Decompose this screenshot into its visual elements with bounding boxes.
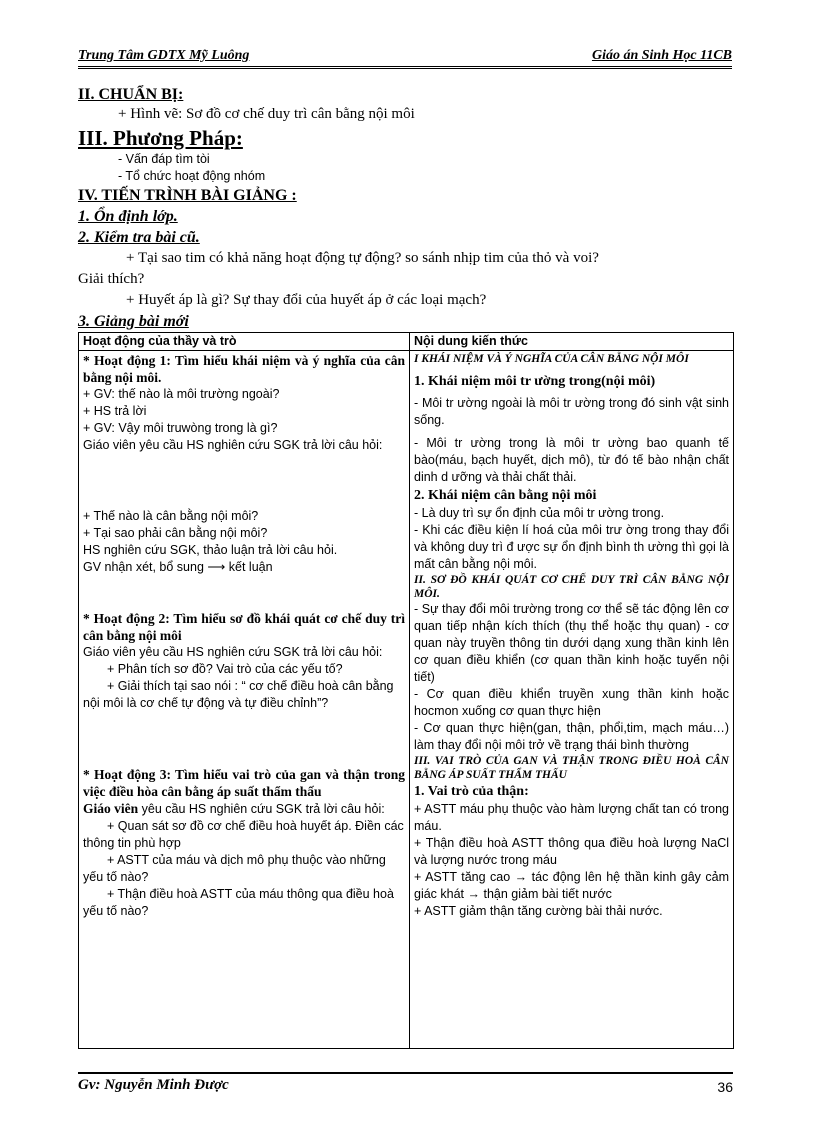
step-1-title: 1. Ổn định lớp. [78, 208, 178, 225]
page-number: 36 [717, 1079, 733, 1095]
content-section-1: I KHÁI NIỆM VÀ Ý NGHĨA CỦA CÂN BẰNG NỘI MÔI [414, 353, 689, 365]
activity-3-title: * Hoạt động 3: Tìm hiểu vai trò của gan và thận trong việc điều hòa cân bằng áp suất thẩm thấu [83, 767, 405, 799]
content-line: + ASTT giảm thận tăng cường bài thải nước. [414, 904, 663, 918]
left-line: + HS trả lời [83, 404, 147, 418]
page-header [78, 48, 732, 69]
header-school: Trung Tâm GDTX Mỹ Luông [78, 48, 250, 63]
content-line: - Cơ quan thực hiện(gan, thận, phổi,tim, mạch máu…) làm thay đổi nội môi trở về trạng thái bình thường [414, 721, 729, 752]
left-line: + GV: thế nào là môi trường ngoài? [83, 387, 280, 401]
review-question-1a: + Tại sao tim có khả năng hoạt động tự động? so sánh nhịp tim của thỏ và voi? [126, 250, 599, 266]
content-line: - Khi các điều kiện lí hoá của môi trư ờng trong thay đổi và không duy trì đ ược sự ổn định bình th ường thì gọi là mất cân bằng nội môi. [414, 523, 729, 571]
section-2-item: + Hình vẽ: Sơ đồ cơ chế duy trì cân bằng nội môi [118, 106, 415, 122]
activity-1-title: * Hoạt động 1: Tìm hiểu khái niệm và ý nghĩa của cân bằng nội môi. [83, 353, 405, 385]
content-column [410, 351, 734, 1049]
left-line: + Phân tích sơ đồ? Vai trò của các yếu tố? [107, 662, 343, 676]
table-header-content: Nội dung kiến thức [410, 333, 734, 351]
left-line: Giáo viên yêu cầu HS nghiên cứu SGK trả lời câu hỏi: [83, 438, 383, 452]
page-footer [78, 1072, 733, 1096]
left-line: + Giải thích tại sao nói : “ cơ chế điều hoà cân bằng nội môi là cơ chế tự động và tự điều chỉnh”? [83, 679, 394, 710]
activities-column [79, 351, 410, 1049]
left-line: + Thế nào là cân bằng nội môi? [83, 509, 259, 523]
content-section-2: II. SƠ ĐỒ KHÁI QUÁT CƠ CHẾ DUY TRÌ CÂN BẰNG NỘI MÔI. [414, 574, 729, 600]
review-question-1b: Giải thích? [78, 271, 145, 287]
lesson-table [78, 332, 734, 1049]
left-line: Giáo viên yêu cầu HS nghiên cứu SGK trả lời câu hỏi: [83, 801, 385, 816]
left-line: + Quan sát sơ đồ cơ chế điều hoà huyết áp. Điền các thông tin phù hợp [83, 819, 404, 850]
section-4-title: IV. TIẾN TRÌNH BÀI GIẢNG : [78, 187, 297, 204]
left-line: + Tại sao phải cân bằng nội môi? [83, 526, 268, 540]
content-line: - Sự thay đổi môi trường trong cơ thể sẽ tác động lên cơ quan tiếp nhận kích thích (thụ thể hoặc thụ quan) - cơ quan này truyền thông tin dưới dạng xung thần kinh lên cơ quan điều khiển (cơ quan thần kinh hoặc tuyến nội tiết) [414, 602, 729, 684]
content-line: - Là duy trì sự ổn định của môi tr ường trong. [414, 506, 665, 520]
left-line: GV nhận xét, bổ sung ⟶ kết luận [83, 560, 273, 574]
content-line: + ASTT máu phụ thuộc vào hàm lượng chất tan có trong máu. [414, 802, 729, 833]
left-line: HS nghiên cứu SGK, thảo luận trả lời câu hỏi. [83, 543, 338, 557]
header-subject: Giáo án Sinh Học 11CB [591, 48, 732, 63]
left-line: + ASTT của máu và dịch mô phụ thuộc vào những yếu tố nào? [83, 853, 386, 884]
left-line: Giáo viên yêu cầu HS nghiên cứu SGK trả lời câu hỏi: [83, 645, 383, 659]
activity-2-title: * Hoạt động 2: Tìm hiểu sơ đồ khái quát cơ chế duy trì cân bằng nội môi [83, 611, 405, 643]
content-line: + Thận điều hoà ASTT thông qua điều hoà lượng NaCl và lượng nước trong máu [414, 836, 729, 867]
content-heading: 1. Vai trò của thận: [414, 784, 529, 799]
content-heading: 1. Khái niệm môi tr ường trong(nội môi) [414, 374, 656, 389]
content-line: - Môi tr ường trong là môi tr ường bao quanh tế bào(máu, bạch huyết, dịch mô), từ đó tế bào nhận chất dinh d ưỡng và thải chất thải. [414, 436, 729, 484]
content-line: - Môi tr ường ngoài là môi tr ường trong đó sinh vật sinh sống. [414, 396, 729, 427]
left-line: + Thận điều hoà ASTT của máu thông qua điều hoà yếu tố nào? [83, 887, 394, 918]
content-section-3: III. VAI TRÒ CỦA GAN VÀ THẬN TRONG ĐIỀU HOÀ CÂN BẰNG ÁP SUẤT THẨM THẤU [414, 755, 729, 781]
method-item-1: - Vấn đáp tìm tòi [118, 152, 210, 166]
content-heading: 2. Khái niệm cân bằng nội môi [414, 488, 597, 503]
footer-teacher: Gv: Nguyễn Minh Được [78, 1077, 229, 1093]
section-3-title: III. Phương Pháp: [78, 126, 243, 150]
content-line: + ASTT tăng cao → tác động lên hệ thần kinh gây cảm giác khát → thận giảm bài tiết nước [414, 870, 729, 901]
table-header-activities: Hoạt động của thầy và trò [79, 333, 410, 351]
review-question-2: + Huyết áp là gì? Sự thay đổi của huyết áp ở các loại mạch? [126, 292, 487, 308]
content-line: - Cơ quan điều khiển truyền xung thần kinh hoặc hocmon xuống cơ quan thực hiện [414, 687, 729, 718]
method-item-2: - Tổ chức hoạt động nhóm [118, 169, 266, 183]
step-2-title: 2. Kiểm tra bài cũ. [78, 229, 200, 246]
step-3-title: 3. Giảng bài mới [78, 313, 189, 330]
left-line: + GV: Vậy môi truwòng trong là gì? [83, 421, 278, 435]
section-2-title: II. CHUẨN BỊ: [78, 86, 184, 103]
